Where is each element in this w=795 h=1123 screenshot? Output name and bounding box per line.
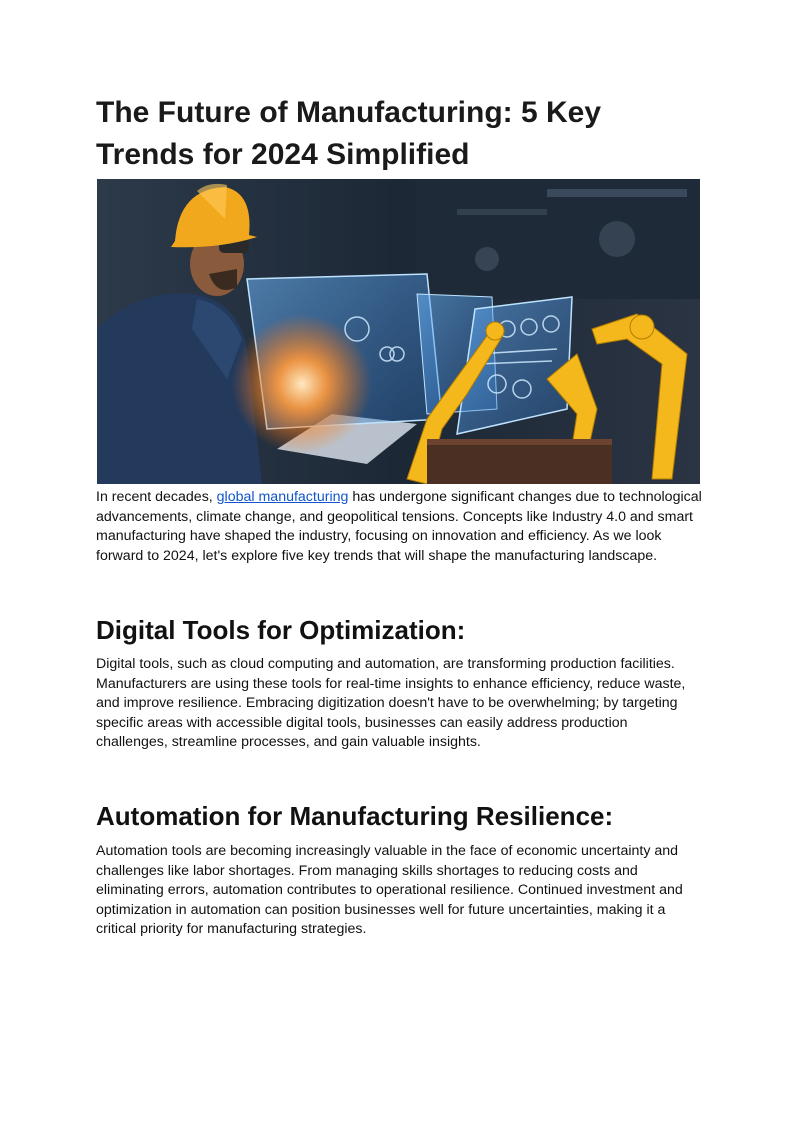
intro-text-start: In recent decades,: [96, 489, 217, 505]
page-title: The Future of Manufacturing: 5 Key Trends for 2024 Simplified: [96, 96, 602, 171]
intro-text-end: has undergone significant changes due to technological advancements, climate change, and geopolitical tensions. Concepts like Industry 4.0 and smart manufacturing have shaped the industry, focusing on innovation and efficiency. As we look forward to 2024, let's explore five key trends that will shape the manufacturing landscape.: [96, 489, 702, 564]
hero-image: [97, 179, 700, 484]
global-manufacturing-link[interactable]: global manufacturing: [216, 489, 349, 505]
section-heading-digital-tools: Digital Tools for Optimization:: [96, 615, 466, 645]
factory-worker-illustration: [97, 179, 700, 484]
section-heading-automation: Automation for Manufacturing Resilience:: [96, 801, 614, 831]
section-body-automation: Automation tools are becoming increasingly valuable in the face of economic uncertainty and challenges like labor shortages. From managing skills shortages to reducing costs and eliminating errors, automation contributes to operational resilience. Continued investment and optimization in automation can position businesses well for future uncertainties, making it a critical priority for manufacturing strategies.: [96, 843, 683, 938]
intro-paragraph: [96, 488, 702, 566]
section-body-digital-tools: Digital tools, such as cloud computing and automation, are transforming production facilities. Manufacturers are using these tools for real-time insights to enhance efficiency, reduce waste, and improve resilience. Embracing digitization doesn't have to be overwhelming; by targeting specific areas with accessible digital tools, businesses can easily address production challenges, streamline processes, and gain valuable insights.: [96, 656, 686, 751]
